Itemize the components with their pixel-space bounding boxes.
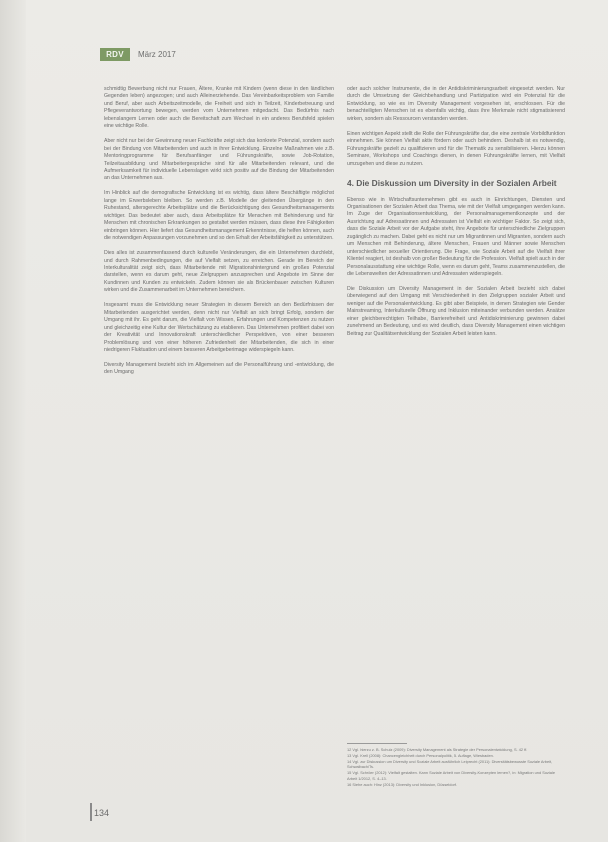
issue-date: März 2017 <box>138 50 176 59</box>
page-number: 134 <box>94 808 110 818</box>
paragraph: schmidtig Bewerbung nicht nur Frauen, Ältere, Kranke mit Kindern (wenn diese in den ländlichen Gegenden leben) angezogen; und auch Alleinerziehende. Das Vereinbarkeitsproblem von Familie und Beruf, aber auch Arbeitszeitmodelle, die Freiheit und sich in Teilzeit, Kinderbetreuung und Pflegeverantwortung bewegen, werden vom Unternehmen mitgedacht. Das Bedürfnis nach lebenslangem Lernen oder auch die Bereitschaft zum Wechsel in ein anderes Berufsfeld spielen eine wichtige Rolle. <box>104 86 334 130</box>
footnote: 14 Vgl. zur Diskussion um Diversity und Soziale Arbeit ausführlich Leiprecht (2011): Diversitätsbewusste Soziale Arbeit, Schwalbach/Ts. <box>347 759 553 770</box>
footnote: 12 Vgl. hierzu z. B. Schulz (2009): Diversity Management als Strategie der Personalentwicklung, S. 42 ff. <box>347 747 528 752</box>
section-heading: 4. Die Diskussion um Diversity in der Sozialen Arbeit <box>347 178 557 189</box>
footnote: 15 Vgl. Schröer (2012): Vielfalt gestalten. Kann Soziale Arbeit von Diversity-Konzepten lernen?, in: Migration und Soziale Arbeit 1/2012, S. 4–13. <box>347 770 555 781</box>
paragraph: Im Hinblick auf die demografische Entwicklung ist es wichtig, dass ältere Beschäftigte möglichst lange im Erwerbsleben bleiben. So werden z.B. Modelle der gleitenden Übergänge in den Ruhestand, altersgerechte Arbeitsplätze und die Berücksichtigung des Gesundheitsmanagements wichtiger. Das bedeutet aber auch, dass Arbeitsplätze für Menschen mit Behinderung und für Menschen mit chronischen Erkrankungen so gestaltet werden müssen, dass diese ihre Fähigkeiten einbringen können. Hier liefert das Gesundheitsmanagement Erkenntnisse, die helfen können, auch die notwendigen Anpassungen vorzunehmen und so den Erhalt der Arbeitsfähigkeit zu unterstützen. <box>104 190 334 242</box>
paragraph: Aber nicht nur bei der Gewinnung neuer Fachkräfte zeigt sich das konkrete Potenzial, sondern auch bei der Bindung von Mitarbeitenden und auch in ihrer Entwicklung. Einzelne Maßnahmen wie z.B. Mentoringprogramme für Berufsanfänger und Führungskräfte, sowie Job-Rotation, Teilzeitausbildung und Mitarbeitergespräche sind für alle Mitarbeitenden relevant, und die Aufmerksamkeit für individuelle Lebenslagen wirkt sich positiv auf die Bindung der Mitarbeitenden an das Unternehmen aus. <box>104 138 334 182</box>
paragraph: Diversity Management bezieht sich im Allgemeinen auf die Personalführung und -entwicklung, die den Umgang <box>104 362 334 376</box>
footnote-rule <box>347 743 407 744</box>
footnote: 16 Siehe auch: Hinz (2013): Diversity und Inklusion, Düsseldorf. <box>347 781 458 787</box>
paragraph: oder auch solcher Instrumente, die in der Antidiskriminierungsarbeit eingesetzt werden. Nur durch die Umsetzung der Gleichbehandlung und Partizipation wird ein Potenzial für die Entwicklung, so wie es im Diversity Management vorgesehen ist, erschlossen. Für die benachteiligten Menschen ist es ebenfalls wichtig, dass ihre Merkmale nicht stigmatisierend wirken, sondern als Ressourcen verstanden werden. <box>347 86 565 122</box>
paragraph: Insgesamt muss die Entwicklung neuer Strategien in diesem Bereich an den Bedürfnissen der Mitarbeitenden ausgerichtet werden, denn nicht nur Vielfalt an sich bringt Erfolg, sondern der Umgang mit ihr. Es geht darum, die Vielfalt von Wissen, Erfahrungen und Kompetenzen zu nutzen und gleichzeitig eine Kultur der Wertschätzung zu etablieren. Das Unternehmen profitiert dabei von der Kreativität und Innovationskraft unterschiedlicher Perspektiven, von einer besseren Problemlösung und von einer höheren Zufriedenheit der Mitarbeitenden, die sich in einer niedrigeren Fluktuation und einem besseren Arbeitgeberimage widerspiegeln kann. <box>104 302 334 354</box>
right-column <box>347 86 565 346</box>
footnotes <box>347 743 565 788</box>
page-fold-shadow <box>0 0 26 842</box>
page-number-marker <box>90 803 92 821</box>
paragraph: Ebenso wie in Wirtschaftsunternehmen gibt es auch in Einrichtungen, Diensten und Organisationen der Sozialen Arbeit das Thema, wie mit der Vielfalt umgegangen werden kann. Im Zuge der Organisationsentwicklung, der Personalmanagementkonzepte und der Ausrichtung auf Adressatinnen und Adressaten ist Vielfalt ein wichtiger Faktor. So zeigt sich, dass die Soziale Arbeit vor der Aufgabe steht, ihre Angebote für unterschiedliche Zielgruppen zugänglich zu machen. Dabei geht es nicht nur um Migrantinnen und Migranten, sondern auch um Menschen mit Behinderung, ältere Menschen, Frauen und Männer sowie Menschen unterschiedlicher sexueller Orientierung. Die Frage, wie Soziale Arbeit auf die Vielfalt ihrer Klientel reagiert, ist deshalb von großer Bedeutung für die Profession. Vielfalt spielt auch in der Personalausstattung eine wichtige Rolle, wenn es darum geht, Teams zusammenzustellen, die die Lebenswelten der Adressatinnen und Adressaten widerspiegeln. <box>347 196 565 278</box>
paragraph: Einen wichtigen Aspekt stellt die Rolle der Führungskräfte dar, die eine zentrale Vorbildfunktion einnehmen. Sie können Vielfalt aktiv fördern oder auch behindern. Deshalb ist es notwendig, Führungskräfte gezielt zu qualifizieren und für die Thematik zu sensibilisieren. Hierzu können Seminare, Workshops und Coachings dienen, in denen Führungskräfte lernen, mit Vielfalt umzugehen und diese zu nutzen. <box>347 130 565 167</box>
left-column <box>104 86 334 384</box>
footnote: 13 Vgl. Krell (2008): Chancengleichheit durch Personalpolitik, 5. Auflage, Wiesbaden. <box>347 753 494 758</box>
paragraph: Dies alles ist zusammenfassend durch kulturelle Veränderungen, die ein Unternehmen durchlebt, und durch Rahmenbedingungen, die auf Vielfalt setzen, zu erreichen. Gerade im Bereich der Interkulturalität zeigt sich, dass Mitarbeitende mit Migrationshintergrund ein großes Potenzial darstellen, wenn es darum geht, neue Zielgruppen anzusprechen und Angebote im Sinne der Kundinnen und Kunden zu entwickeln. Zudem können sie als Brückenbauer zwischen Kulturen wirken und die Zusammenarbeit im Unternehmen bereichern. <box>104 250 334 294</box>
journal-badge: RDV <box>100 48 130 61</box>
paragraph: Die Diskussion um Diversity Management in der Sozialen Arbeit bezieht sich dabei überwiegend auf den Umgang mit Verschiedenheit in den Zielgruppen sozialer Arbeit und weniger auf die Personalentwicklung. Es gibt aber Beispiele, in denen Strategien wie Gender Mainstreaming, Interkulturelle Öffnung und Inklusion miteinander verbunden werden. Ansätze einer gleichberechtigten Teilhabe, Barrierefreiheit und Antidiskriminierung gewinnen dabei zunehmend an Bedeutung, und es wird deutlich, dass Diversity Management einen wichtigen Beitrag zur Qualitätsentwicklung der Sozialen Arbeit leisten kann. <box>347 286 565 337</box>
